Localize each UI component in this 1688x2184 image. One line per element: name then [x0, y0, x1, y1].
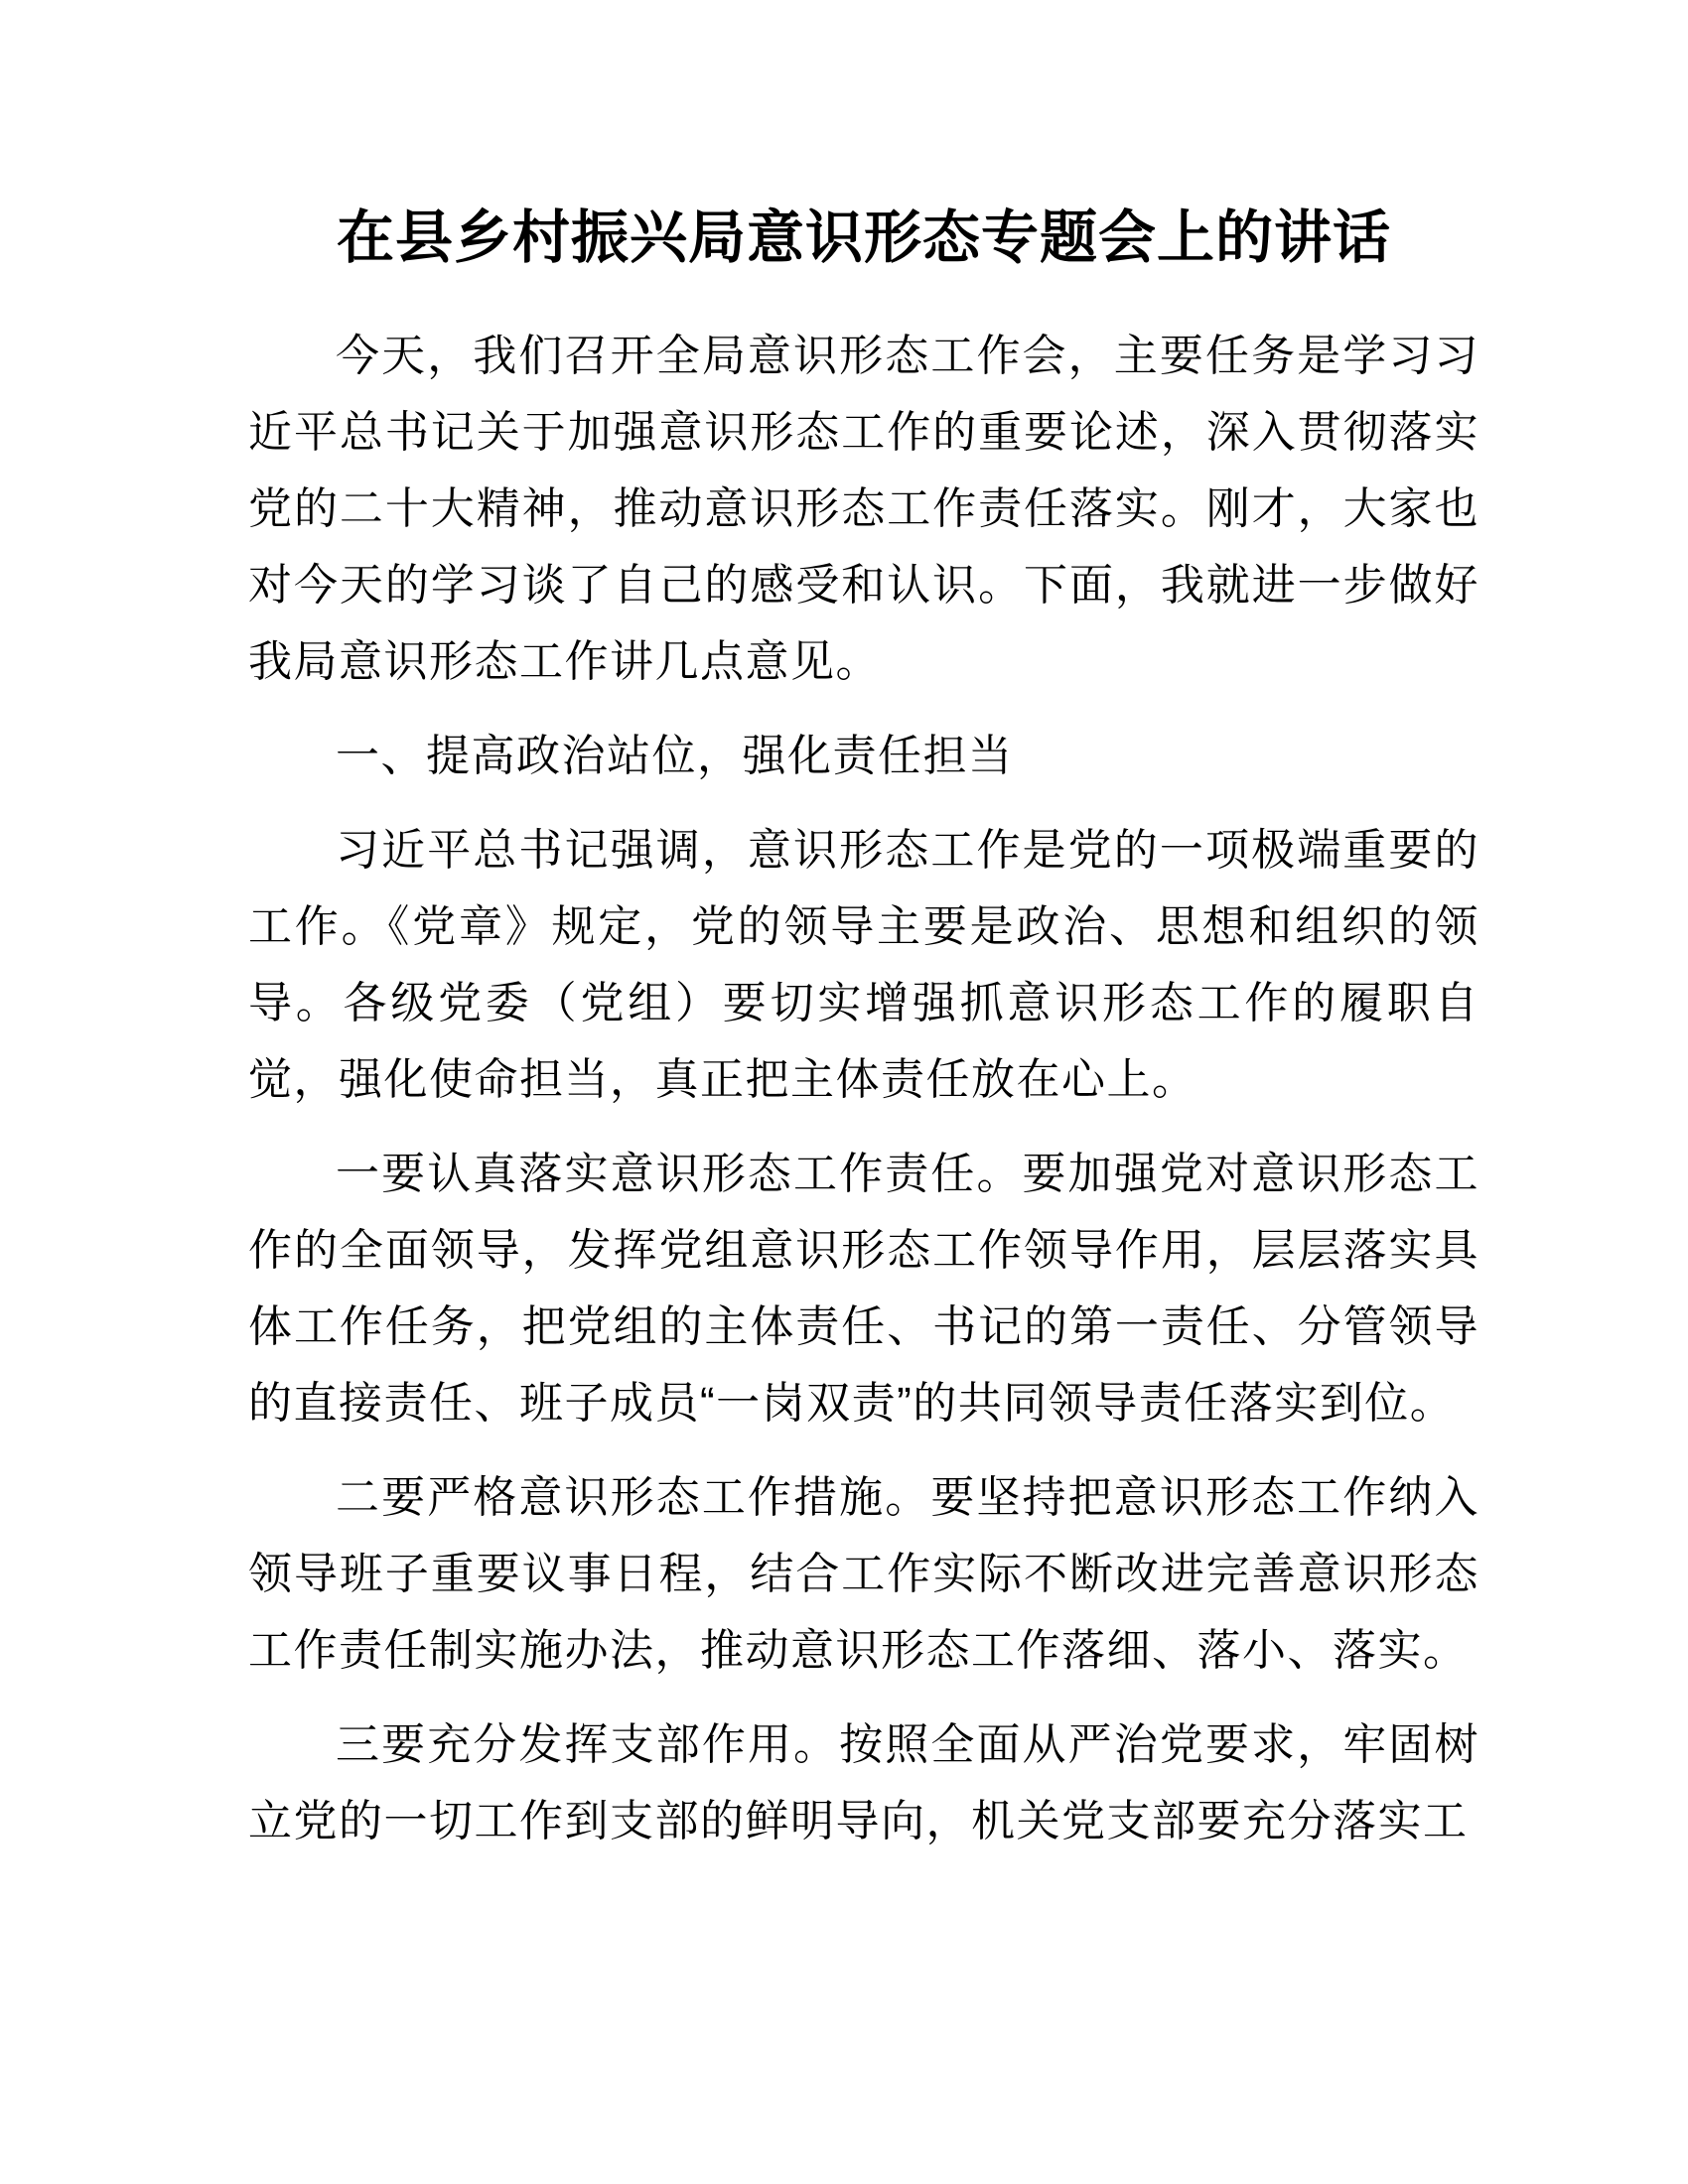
paragraph-point-3-truncated: 三要充分发挥支部作用。按照全面从严治党要求，牢固树立党的一切工作到支部的鲜明导向，机关党支部要充分落实工	[248, 1720, 1479, 1845]
paragraph-point-2: 二要严格意识形态工作措施。要坚持把意识形态工作纳入领导班子重要议事日程，结合工作实际不断改进完善意识形态工作责任制实施办法，推动意识形态工作落细、落小、落实。	[248, 1473, 1479, 1675]
paragraph-point-1: 一要认真落实意识形态工作责任。要加强党对意识形态工作的全面领导，发挥党组意识形态工作领导作用，层层落实具体工作任务，把党组的主体责任、书记的第一责任、分管领导的直接责任、班子成员“一岗双责”的共同领导责任落实到位。	[248, 1150, 1479, 1428]
document-title: 在县乡村振兴局意识形态专题会上的讲话	[336, 205, 1391, 270]
section-heading-1: 一、提高政治站位，强化责任担当	[336, 732, 1014, 780]
paragraph-section1-overview: 习近平总书记强调，意识形态工作是党的一项极端重要的工作。《党章》规定，党的领导主要是政治、思想和组织的领导。各级党委（党组）要切实增强抓意识形态工作的履职自觉，强化使命担当，真正把主体责任放在心上。	[248, 826, 1479, 1104]
paragraph-intro: 今天，我们召开全局意识形态工作会，主要任务是学习习近平总书记关于加强意识形态工作的重要论述，深入贯彻落实党的二十大精神，推动意识形态工作责任落实。刚才，大家也对今天的学习谈了自己的感受和认识。下面，我就进一步做好我局意识形态工作讲几点意见。	[248, 332, 1479, 686]
